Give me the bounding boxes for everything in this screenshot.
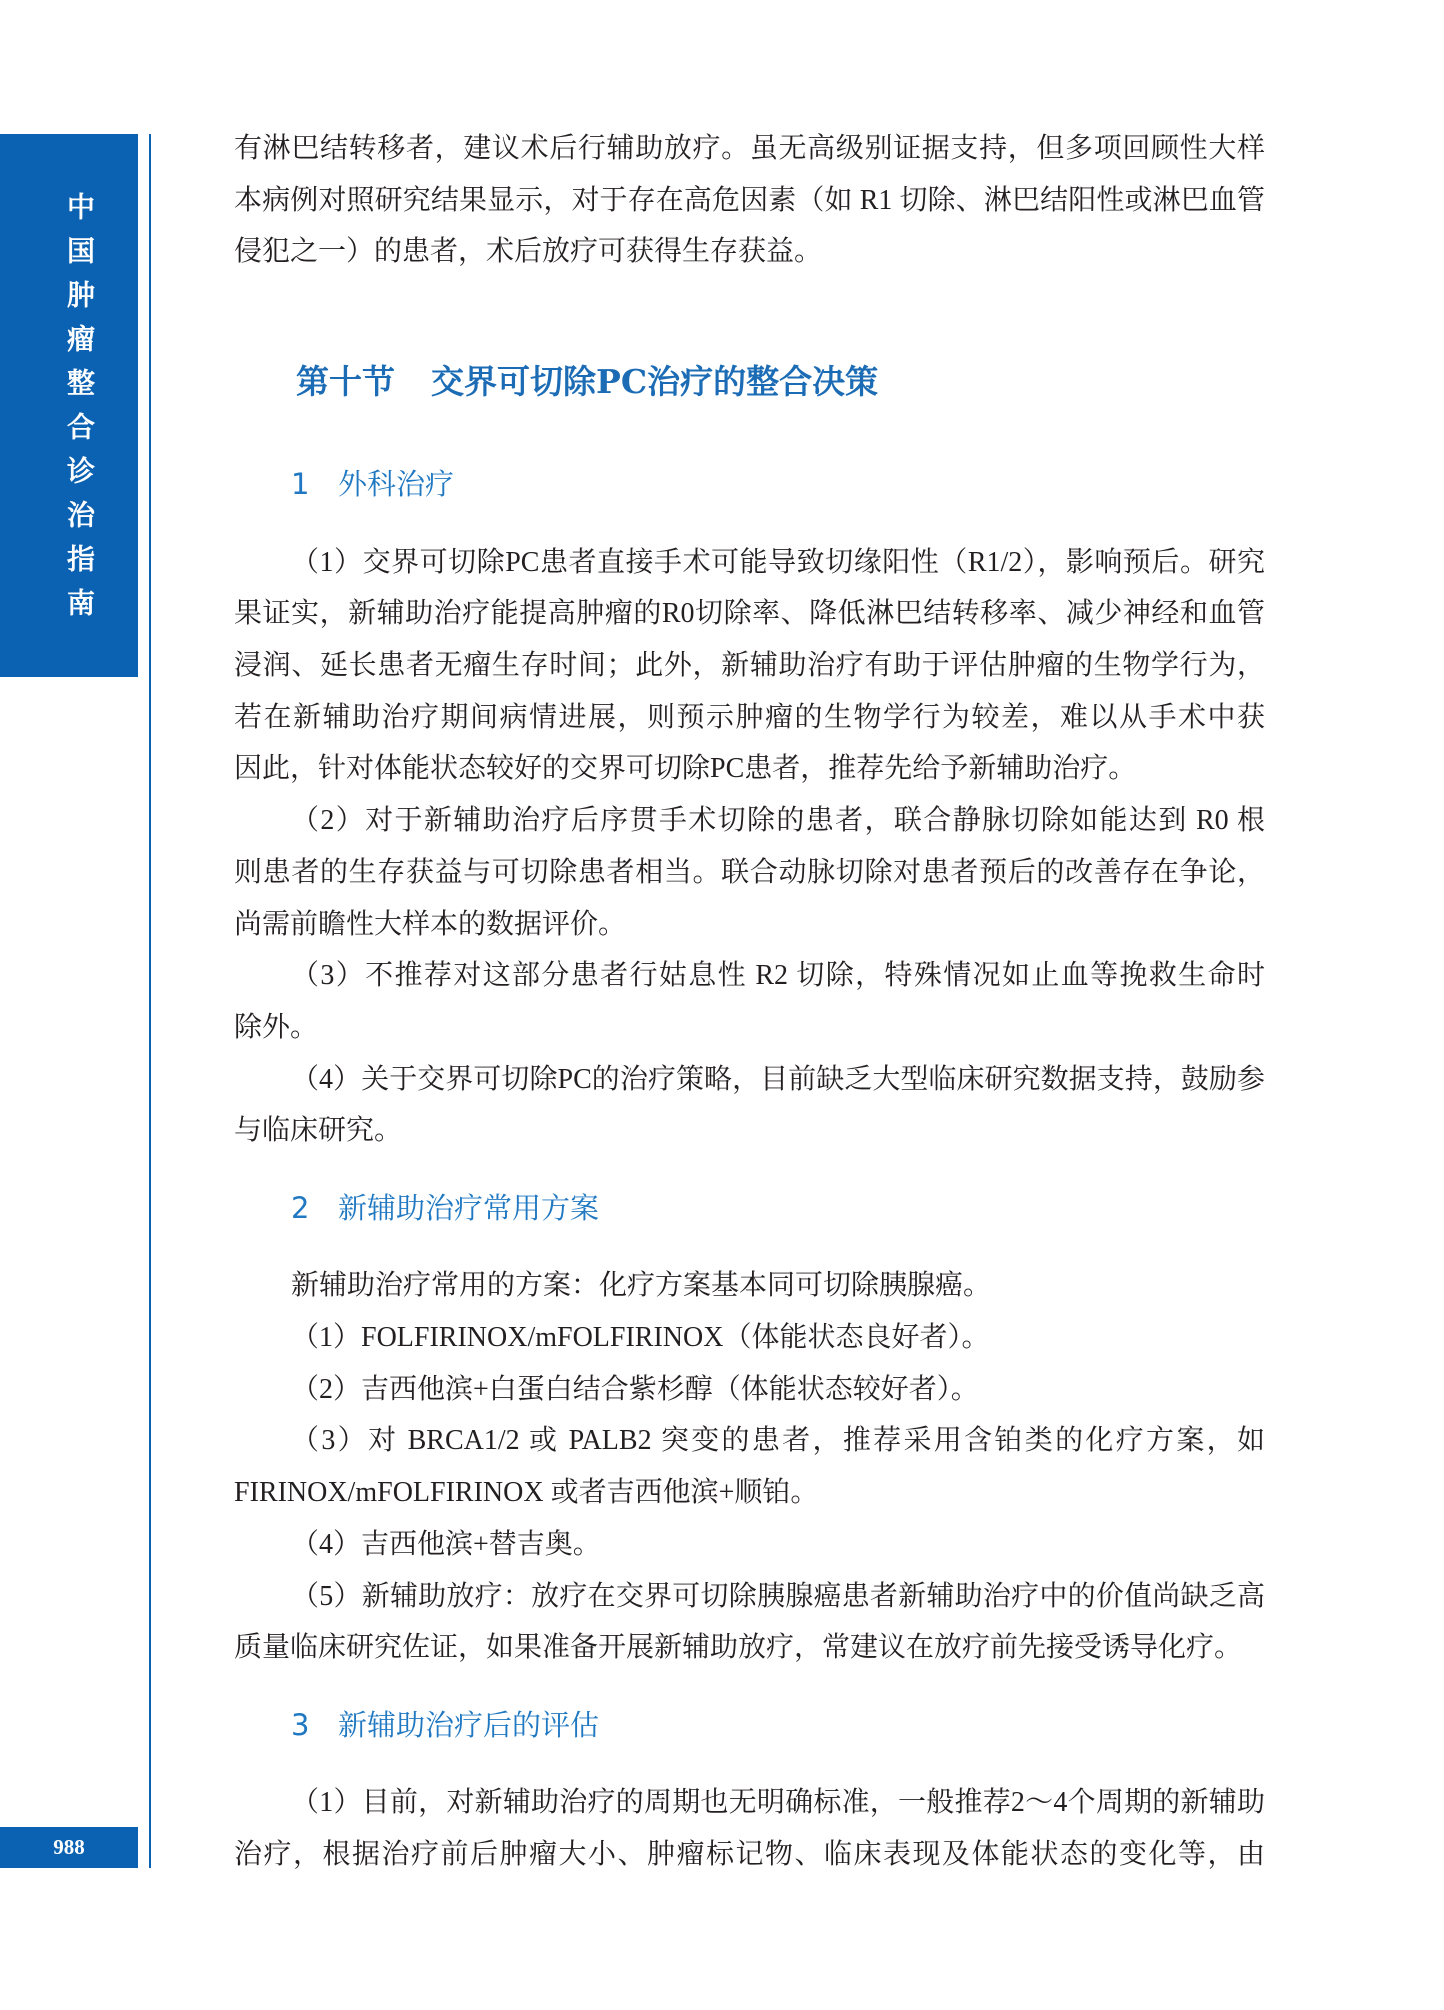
text-column bbox=[234, 123, 1265, 1881]
text-line: 果证实，新辅助治疗能提高肿瘤的R0切除率、降低淋巴结转移率、减少神经和血管 bbox=[234, 598, 1265, 630]
text-line: （2）吉西他滨+白蛋白结合紫杉醇（体能状态较好者）。 bbox=[291, 1373, 979, 1405]
list-item bbox=[234, 1571, 1265, 1674]
paragraph bbox=[234, 537, 1265, 795]
subsection-heading bbox=[234, 459, 1265, 511]
section-number: 第十节 bbox=[296, 361, 395, 401]
text-line: 则患者的生存获益与可切除患者相当。联合动脉切除对患者预后的改善存在争论， bbox=[234, 856, 1265, 888]
section-heading bbox=[234, 356, 1265, 408]
subsection-number: 2 bbox=[291, 1190, 310, 1225]
paragraph bbox=[234, 950, 1265, 1053]
list-item bbox=[234, 1364, 1265, 1416]
paragraph bbox=[234, 1777, 1265, 1880]
text-line: 新辅助治疗常用的方案：化疗方案基本同可切除胰腺癌。 bbox=[291, 1270, 992, 1302]
section-title: 交界可切除PC治疗的整合决策 bbox=[431, 361, 879, 401]
text-line: （3）对 BRCA1/2 或 PALB2 突变的患者，推荐采用含铂类的化疗方案，如 bbox=[291, 1425, 1265, 1457]
book-title-vertical: 中国肿瘤整合诊治指南 bbox=[63, 192, 96, 632]
text-line: 尚需前瞻性大样本的数据评价。 bbox=[234, 908, 627, 940]
subsection-title: 外科治疗 bbox=[338, 467, 455, 502]
text-line: （1）交界可切除PC患者直接手术可能导致切缘阳性（R1/2），影响预后。研究 bbox=[291, 546, 1265, 578]
list-item bbox=[234, 1312, 1265, 1364]
paragraph bbox=[234, 1054, 1265, 1157]
subsection-heading bbox=[234, 1700, 1265, 1752]
text-line: FIRINOX/mFOLFIRINOX 或者吉西他滨+顺铂。 bbox=[234, 1477, 819, 1509]
text-line: 质量临床研究佐证，如果准备开展新辅助放疗，常建议在放疗前先接受诱导化疗。 bbox=[234, 1632, 1243, 1664]
subsection-title: 新辅助治疗后的评估 bbox=[338, 1707, 600, 1742]
text-line: （1）目前，对新辅助治疗的周期也无明确标准，一般推荐2～4个周期的新辅助 bbox=[291, 1787, 1265, 1819]
list-item bbox=[234, 1415, 1265, 1518]
text-line: 浸润、延长患者无瘤生存时间；此外，新辅助治疗有助于评估肿瘤的生物学行为， bbox=[234, 650, 1265, 682]
subsection-number: 3 bbox=[291, 1707, 310, 1742]
text-line: 与临床研究。 bbox=[234, 1115, 403, 1147]
page-number: 988 bbox=[0, 1827, 138, 1868]
text-line: 有淋巴结转移者，建议术后行辅助放疗。虽无高级别证据支持，但多项回顾性大样 bbox=[234, 133, 1265, 164]
list-item bbox=[234, 1519, 1265, 1571]
margin-rule bbox=[149, 134, 151, 1868]
text-line: 因此，针对体能状态较好的交界可切除PC患者，推荐先给予新辅助治疗。 bbox=[234, 753, 1137, 785]
paragraph bbox=[234, 1260, 1265, 1312]
text-line: （3）不推荐对这部分患者行姑息性 R2 切除，特殊情况如止血等挽救生命时 bbox=[291, 960, 1265, 992]
text-line: （1）FOLFIRINOX/mFOLFIRINOX（体能状态良好者）。 bbox=[291, 1322, 990, 1354]
text-line: （2）对于新辅助治疗后序贯手术切除的患者，联合静脉切除如能达到 R0 根 bbox=[291, 805, 1265, 837]
text-line: 本病例对照研究结果显示，对于存在高危因素（如 R1 切除、淋巴结阳性或淋巴血管 bbox=[234, 184, 1265, 216]
carryover-paragraph bbox=[234, 123, 1265, 278]
text-line: （4）吉西他滨+替吉奥。 bbox=[291, 1528, 601, 1560]
paragraph bbox=[234, 795, 1265, 950]
text-line: （4）关于交界可切除PC的治疗策略，目前缺乏大型临床研究数据支持，鼓励参 bbox=[291, 1063, 1265, 1095]
subsection-title: 新辅助治疗常用方案 bbox=[338, 1190, 600, 1225]
subsection-heading bbox=[234, 1183, 1265, 1235]
text-line: 若在新辅助治疗期间病情进展，则预示肿瘤的生物学行为较差，难以从手术中获 bbox=[234, 701, 1265, 733]
text-line: 侵犯之一）的患者，术后放疗可获得生存获益。 bbox=[234, 236, 823, 268]
text-line: 治疗，根据治疗前后肿瘤大小、肿瘤标记物、临床表现及体能状态的变化等，由 bbox=[234, 1839, 1265, 1871]
text-line: （5）新辅助放疗：放疗在交界可切除胰腺癌患者新辅助治疗中的价值尚缺乏高 bbox=[291, 1580, 1265, 1612]
text-line: 除外。 bbox=[234, 1011, 319, 1043]
subsection-number: 1 bbox=[291, 467, 310, 502]
